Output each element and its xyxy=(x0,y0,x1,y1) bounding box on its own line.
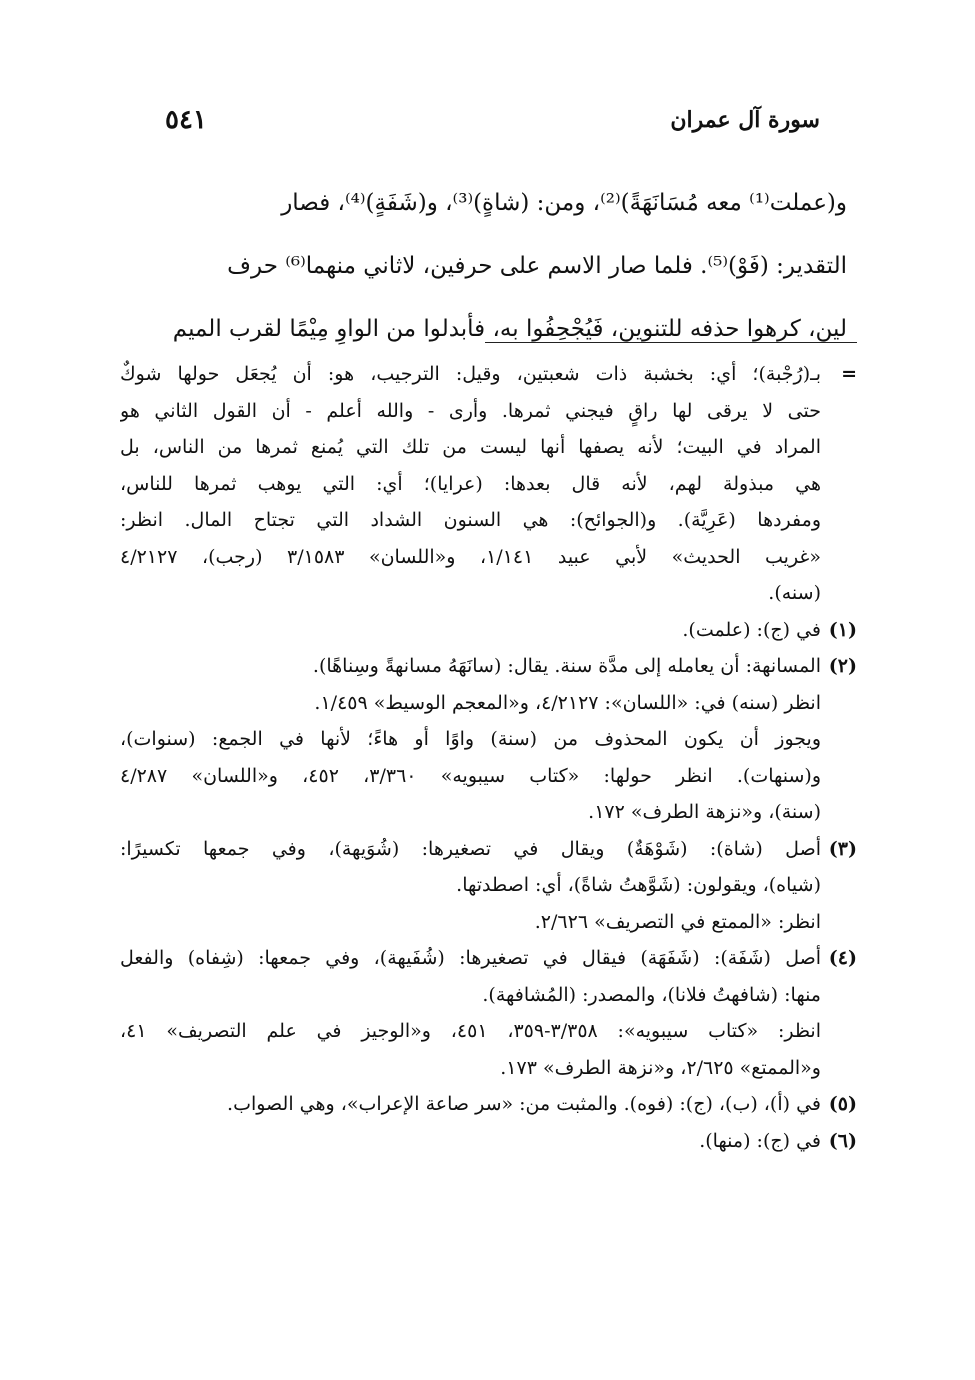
footnote-body xyxy=(120,831,821,941)
footnote-line: المسانهة: أن يعامله إلى مدَّة سنة. يقال: (سانَهَهُ مسانهةً وسِناهًا). xyxy=(312,655,821,677)
footnote-marker: (٣) xyxy=(828,837,857,860)
page-header xyxy=(165,100,820,140)
footnote-line: انظر: «الممتع في التصريف» ٢/٦٢٦. xyxy=(534,910,821,933)
footnote-line: و(سنهات). انظر حولها: «كتاب سيبويه» ٣/٣٦٠، ٤٥٢، و«اللسان» ٤/٢٨٧ xyxy=(120,764,821,787)
footnote-line: هي مبذولة لهم، لأنه قال بعدها: (عرايا)؛ أي: التي يوهب ثمرها للناس، xyxy=(120,472,821,495)
footnote-line: (شياه)، ويقولون: (شَوَّهتُ شاةً)، أي: اصطدتها. xyxy=(456,874,821,896)
footnote-line: في (أ)، (ب)، (ج): (فوه). والمثبت من: «سر صاعة الإعراب»، وهي الصواب. xyxy=(227,1093,821,1115)
main-text-line: و(عملت⁽¹⁾ معه مُسَانَهَةً)⁽²⁾، ومن: (شاةٍ)⁽³⁾، و(شَفَةٍ)⁽⁴⁾، فصار xyxy=(281,190,847,216)
footnote-body xyxy=(120,612,821,649)
footnote-marker: (٤) xyxy=(828,947,857,969)
footnote-2 xyxy=(120,648,857,831)
footnote-continued xyxy=(120,356,857,612)
footnote-6 xyxy=(120,1123,857,1160)
footnote-body xyxy=(120,1086,821,1123)
main-text-line: لين، كرهوا حذفه للتنوين، فَيُجْحِفُوا به، فأبدلوا من الواوِ مِيْمًا لقرب الميم xyxy=(172,316,847,342)
footnote-line: ويجوز أن يكون المحذوف من (سنة) واوًا أو هاءً؛ لأنها في الجمع: (سنوات)، xyxy=(120,728,821,750)
footnote-line: و«الممتع» ٢/٦٢٥، و«نزهة الطرف» ١٧٣. xyxy=(500,1056,821,1079)
footnote-line: ومفردها (عَرِيَّة). و(الجوائح): هي السنون الشداد التي تجتاح المال. انظر: xyxy=(120,509,821,531)
footnote-body xyxy=(120,356,821,612)
footnote-line: «غريب الحديث» لأبي عبيد ١/١٤١، و«اللسان» ٣/١٥٨٣ (رجب)، ٤/٢١٢٧ xyxy=(120,545,821,568)
footnote-line: أصل (شاة): (شَوْهَةٌ) ويقال في تصغيرها: (شُوَيهة)، وفي جمعها تكسيرًا: xyxy=(120,837,821,860)
footnote-line: حتى لا يرقى لها راقٍ فيجني ثمرها. وأرى - والله أعلم - أن القول الثاني هو xyxy=(120,399,821,422)
footnotes xyxy=(120,356,857,1159)
footnote-marker: (٥) xyxy=(828,1093,857,1115)
footnote-line: (سنه). xyxy=(768,582,821,604)
running-title: سورة آل عمران xyxy=(670,107,820,133)
footnote-marker: (١) xyxy=(828,618,857,641)
page-number: ٥٤١ xyxy=(165,105,207,135)
footnote-marker: (٦) xyxy=(828,1129,857,1152)
footnote-line: أصل (شَفَة): (شَفَهَة) فيقال في تصغيرها: (شُفَيهة)، وفي جمعها: (شِفاه) والفعل xyxy=(120,947,821,969)
footnote-body xyxy=(120,648,821,831)
main-text xyxy=(120,172,847,361)
footnote-line: منها: (شافهتُ فلانا)، والمصدر: (المُشافهة). xyxy=(482,983,821,1006)
footnote-line: (سنة)، و«نزهة الطرف» ١٧٢. xyxy=(588,801,821,823)
footnote-line: في (ج): (علمت). xyxy=(682,618,821,641)
footnote-marker: = xyxy=(841,363,857,385)
footnote-3 xyxy=(120,831,857,941)
footnote-line: في (ج): (منها). xyxy=(699,1129,821,1152)
footnote-line: بـ(رُجْبة)؛ أي: بخشبة ذات شعبتين، وقيل: الترجيب، هو: أن يُجعَل حولها شوكٌ xyxy=(120,363,821,385)
footnote-line: المراد في البيت؛ لأنه يصفها أنها ليست من تلك التي يُمنع ثمرها من الناس، بل xyxy=(120,436,821,458)
footnote-divider xyxy=(485,342,857,343)
footnote-body xyxy=(120,1123,821,1160)
footnote-body xyxy=(120,940,821,1086)
footnote-5 xyxy=(120,1086,857,1123)
footnote-marker: (٢) xyxy=(828,655,857,677)
footnote-line: انظر: «كتاب سيبويه»: ٣/٣٥٨-٣٥٩، ٤٥١، و«الوجيز في علم التصريف» ٤١، xyxy=(120,1020,821,1042)
footnote-1 xyxy=(120,612,857,649)
footnote-4 xyxy=(120,940,857,1086)
main-text-line: التقدير: (فَوْ)⁽⁵⁾. فلما صار الاسم على حرفين، لاثاني منهما⁽⁶⁾ حرف xyxy=(227,253,847,279)
footnote-line: انظر (سنه) في: «اللسان»: ٤/٢١٢٧، و«المعجم الوسيط» ١/٤٥٩. xyxy=(314,691,821,714)
